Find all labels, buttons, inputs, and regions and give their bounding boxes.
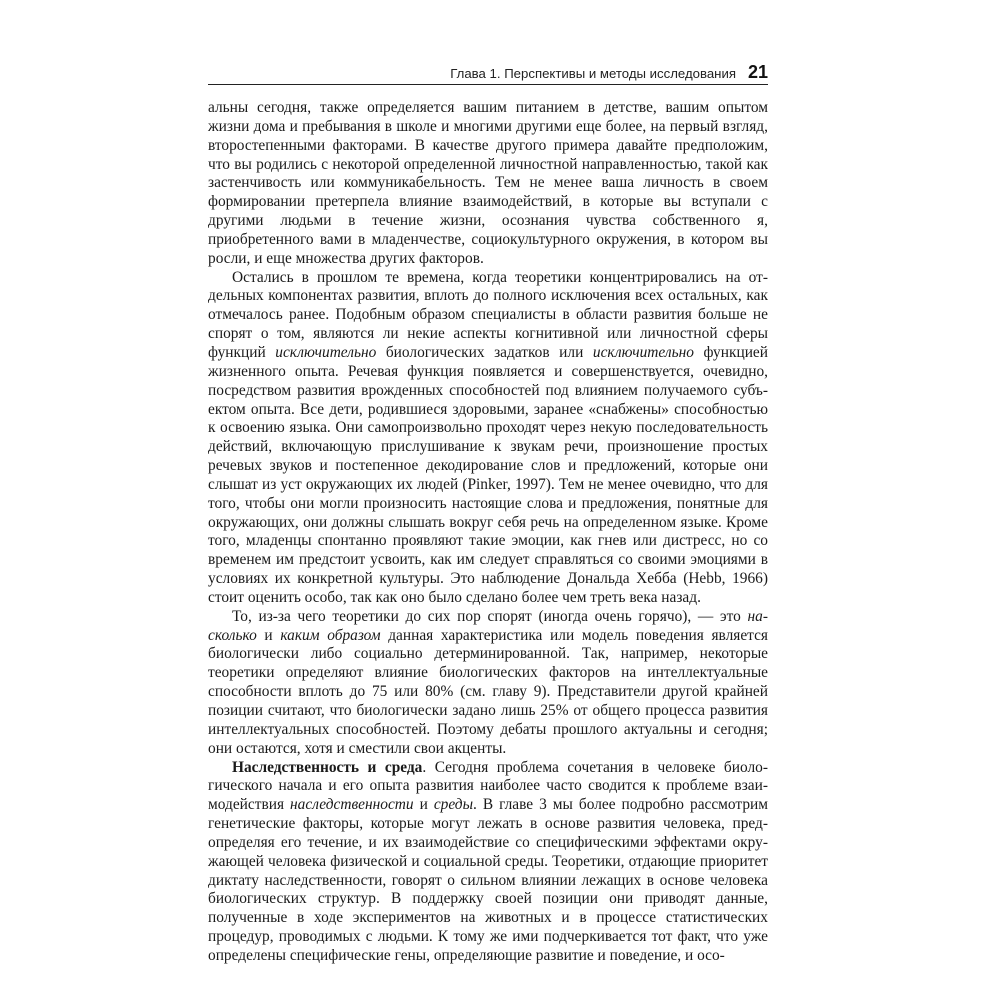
italic-emphasis: исключительно	[275, 343, 377, 361]
text-run: биологических задатков или	[376, 343, 593, 361]
text-run: и	[256, 626, 281, 644]
text-run: . В главе 3 мы более подробно рассмотрим генетические факторы, которые могут лежать в основе развития человека, предопределяя его течение, и их взаимодействие со специфическими эффектами окружающей человека физической и социальной среды. Теоретики, отдающие приоритет диктату наследственности, говорят о сильном влиянии лежащих в основе человека биологических структур. В поддержку своей позиции они приводят данные, полученные в ходе экспериментов на животных и в процессе статистических процедур, проводимых с людьми. К тому же ими подчеркивается тот факт, что уже определены специфические гены, определяющие развитие и поведение, и осо-	[208, 796, 768, 964]
italic-emphasis: среды	[433, 796, 473, 814]
page-number: 21	[747, 62, 768, 82]
text-run: То, из-за чего теоретики до сих пор спорят (иногда очень горячо), — это	[232, 607, 748, 625]
text-run: данная характеристика или модель поведения является биологически либо социально детерминированной. Так, например, некоторые теоретики определяют влияние биологических факторов на интеллектуальные способности вплоть до 75 или 80% (см. главу 9). Представители другой крайней позиции считают, что биологически задано лишь 25% от общего процесса развития интеллектуальных способностей. Поэтому дебаты прошлого актуальны и сегодня; они остаются, хотя и сместили свои акценты.	[208, 626, 768, 757]
italic-emphasis: насколько	[208, 607, 768, 644]
text-run: альны сегодня, также определяется вашим питанием в детстве, вашим опытом жизни дома и пребывания в школе и многими другими еще более, на первый взгляд, второстепенными факторами. В качестве другого примера давайте предположим, что вы родились с некоторой определенной личностной направленностью, такой как застенчивость или коммуникабельность. Тем не менее ваша личность в своем формировании претерпела влияние взаимодействий, в которые вы вступали с другими людьми в течение жизни, осознания чувства собственного я, приобретенного вами в младенчестве, социокультурного окружения, в котором вы росли, и еще множества других факторов.	[208, 99, 768, 267]
paragraph	[208, 99, 768, 269]
text-run: . Сегодня проблема сочетания в человеке биологического начала и его опыта развития наиболее часто сводится к проблеме взаимодействия	[208, 758, 768, 814]
text-run: Остались в прошлом те времена, когда теоретики концентрировались на отдельных компонентах развития, вплоть до полного исключения всех остальных, как отмечалось ранее. Подобным образом специалисты в области развития больше не спорят о том, являются ли некие аспекты когнитивной или личностной сферы функций	[208, 268, 768, 361]
chapter-running-title: Глава 1. Перспективы и методы исследования	[450, 66, 736, 81]
bold-run-in-heading: Наследственность и среда	[232, 758, 423, 776]
text-run: функцией жизненного опыта. Речевая функция появляется и совершенствуется, очевидно, посредством развития врожденных способностей под влиянием получаемого субъектом опыта. Все дети, родившиеся здоровыми, заранее «снабжены» способностью к освоению языка. Они самопроизвольно проходят через некую последовательность действий, включающую прислушивание к звукам речи, произношение простых речевых звуков и постепенное декодирование слов и предложений, которые они слышат из уст окружающих их людей (Pinker, 1997). Тем не менее очевидно, что для того, чтобы они могли произносить настоящие слова и предложения, понятные для окружающих, они должны слышать вокруг себя речь на определенном языке. Кроме того, младенцы спонтанно проявляют такие эмоции, как гнев или дистресс, но со временем им предстоит усвоить, как им следует справляться со своими эмоциями в условиях их конкретной культуры. Это наблюдение Дональда Хебба (Hebb, 1966) стоит оценить особо, так как оно было сделано более чем треть века назад.	[208, 343, 769, 606]
body-text	[208, 99, 768, 966]
italic-emphasis: наследственности	[290, 796, 414, 814]
running-header	[208, 62, 768, 85]
italic-emphasis: каким образом	[280, 626, 381, 644]
book-page	[208, 62, 768, 966]
italic-emphasis: исключительно	[592, 343, 694, 361]
text-run: и	[413, 796, 434, 814]
paragraph	[208, 759, 768, 966]
paragraph	[208, 269, 768, 608]
paragraph	[208, 608, 768, 759]
